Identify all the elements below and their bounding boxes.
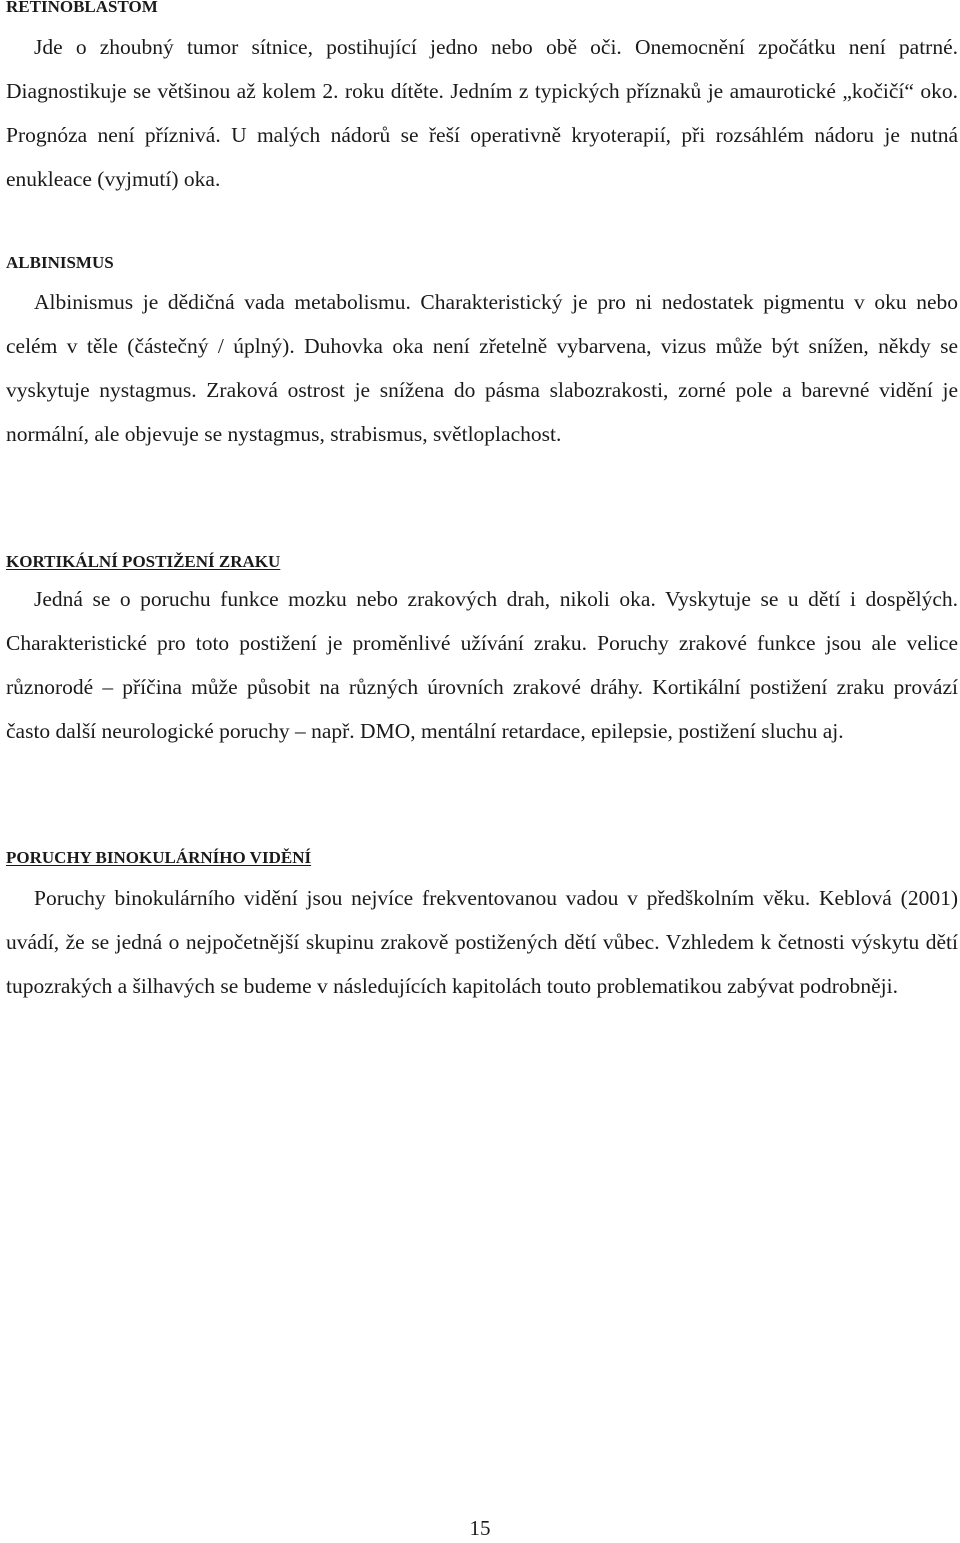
section-heading-poruchy-binokularniho-videni: PORUCHY BINOKULÁRNÍHO VIDĚNÍ — [6, 848, 312, 867]
page-number: 15 — [469, 1516, 491, 1540]
section-heading-retinoblastom: RETINOBLASTOM — [6, 0, 158, 16]
section-heading-kortikalni-postizeni-zraku: KORTIKÁLNÍ POSTIŽENÍ ZRAKU — [6, 552, 281, 571]
section-text-kortikalni-postizeni-zraku: Jedná se o poruchu funkce mozku nebo zrakových drah, nikoli oka. Vyskytuje se u dětí i dospělých. Charakteristické pro toto postižení je proměnlivé užívání zraku. Poruchy zrakové funkce jsou ale velice různorodé – příčina může působit na různých úrovních zrakové dráhy. Kortikální postižení zraku provází často další neurologické poruchy – např. DMO, mentální retardace, epilepsie, postižení sluchu aj. — [6, 587, 958, 743]
section-text-retinoblastom: Jde o zhoubný tumor sítnice, postihující jedno nebo obě oči. Onemocnění zpočátku není patrné. Diagnostikuje se většinou až kolem 2. roku dítěte. Jedním z typických příznaků je amaurotické „kočičí“ oko. Prognóza není příznivá. U malých nádorů se řeší operativně kryoterapií, při rozsáhlém nádoru je nutná enukleace (vyjmutí) oka. — [6, 35, 958, 191]
section-heading-albinismus: ALBINISMUS — [6, 253, 114, 272]
section-text-albinismus: Albinismus je dědičná vada metabolismu. Charakteristický je pro ni nedostatek pigmentu v oku nebo celém v těle (částečný / úplný). Duhovka oka není zřetelně vybarvena, vizus může být snížen, někdy se vyskytuje nystagmus. Zraková ostrost je snížena do pásma slabozrakosti, zorné pole a barevné vidění je normální, ale objevuje se nystagmus, strabismus, světloplachost. — [6, 290, 958, 446]
section-text-poruchy-binokularniho-videni: Poruchy binokulárního vidění jsou nejvíce frekventovanou vadou v předškolním věku. Keblová (2001) uvádí, že se jedná o nejpočetnější skupinu zrakově postižených dětí vůbec. Vzhledem k četnosti výskytu dětí tupozrakých a šilhavých se budeme v následujících kapitolách touto problematikou zabývat podrobněji. — [6, 886, 958, 998]
